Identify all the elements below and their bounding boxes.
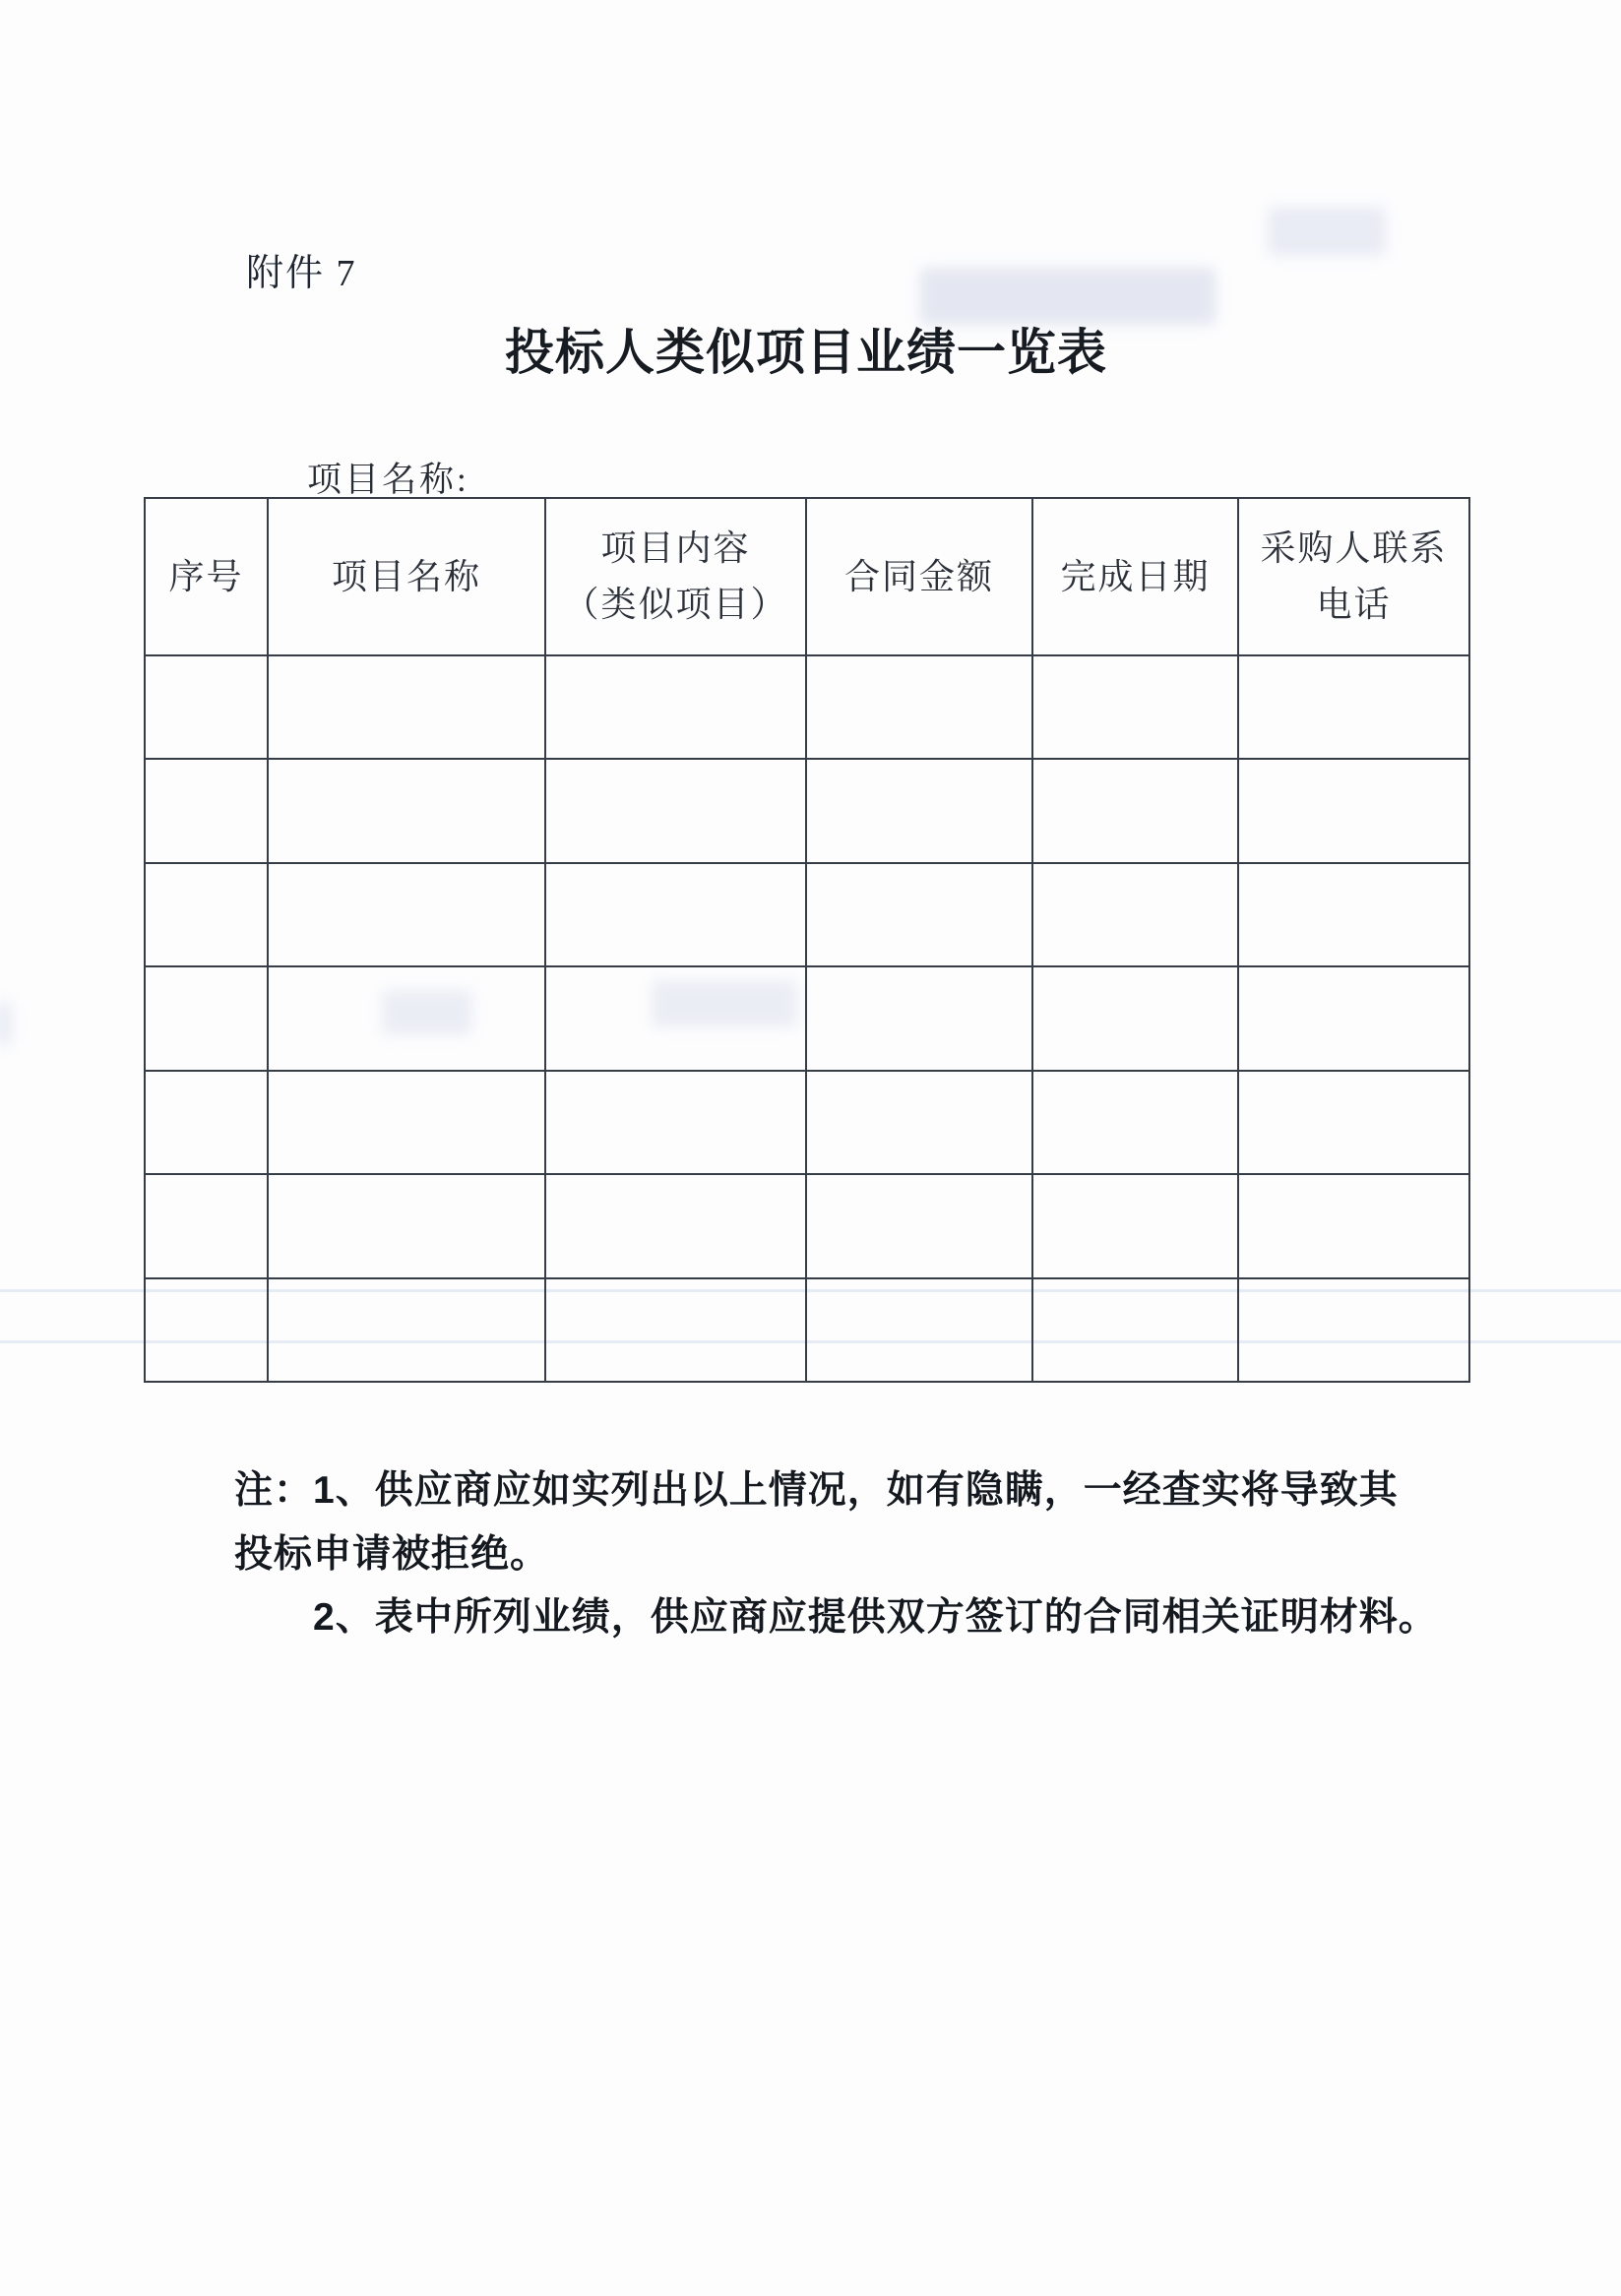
column-header-project-content: 项目内容 （类似项目）	[545, 498, 806, 655]
column-header-serial-number: 序号	[145, 498, 268, 655]
table-cell-empty	[1032, 863, 1238, 966]
table-cell-empty	[268, 1174, 545, 1277]
table-cell-empty	[545, 655, 806, 759]
table-cell-empty	[145, 1174, 268, 1277]
column-header-contract-amount: 合同金额	[806, 498, 1032, 655]
table-cell-empty	[1238, 863, 1469, 966]
bleedthrough-artifact	[1268, 207, 1386, 256]
table-cell-empty	[806, 1071, 1032, 1174]
table-cell-empty	[145, 1278, 268, 1382]
table-row	[145, 1174, 1469, 1277]
table-cell-empty	[1238, 1174, 1469, 1277]
project-name-field-label: 项目名称:	[307, 461, 469, 499]
note-line-2: 投标申请被拒绝。	[234, 1533, 550, 1576]
table-row	[145, 966, 1469, 1070]
table-cell-empty	[1238, 1278, 1469, 1382]
table-cell-empty	[1238, 966, 1469, 1070]
table-cell-empty	[145, 759, 268, 862]
column-header-completion-date: 完成日期	[1032, 498, 1238, 655]
table-cell-empty	[268, 863, 545, 966]
table-cell-empty	[145, 655, 268, 759]
bleedthrough-artifact	[0, 1002, 12, 1045]
results-table-body	[145, 655, 1469, 1382]
table-cell-empty	[545, 1174, 806, 1277]
table-cell-empty	[1032, 655, 1238, 759]
table-cell-empty	[545, 863, 806, 966]
table-row	[145, 1071, 1469, 1174]
document-title: 投标人类似项目业绩一览表	[505, 325, 1107, 380]
column-header-project-name: 项目名称	[268, 498, 545, 655]
table-cell-empty	[1238, 655, 1469, 759]
note-line-1: 注：1、供应商应如实列出以上情况，如有隐瞒，一经查实将导致其	[234, 1469, 1399, 1512]
table-cell-empty	[268, 655, 545, 759]
table-cell-empty	[806, 655, 1032, 759]
table-cell-empty	[145, 1071, 268, 1174]
table-cell-empty	[1238, 759, 1469, 862]
table-cell-empty	[268, 1071, 545, 1174]
table-cell-empty	[806, 759, 1032, 862]
table-cell-empty	[1238, 1071, 1469, 1174]
table-cell-empty	[1032, 1174, 1238, 1277]
table-cell-empty	[145, 966, 268, 1070]
note-line-3: 2、表中所列业绩，供应商应提供双方签订的合同相关证明材料。	[313, 1596, 1438, 1639]
table-cell-empty	[806, 1278, 1032, 1382]
table-cell-empty	[1032, 1071, 1238, 1174]
table-cell-empty	[268, 759, 545, 862]
table-cell-empty	[545, 1278, 806, 1382]
table-cell-empty	[268, 1278, 545, 1382]
table-header-row	[145, 498, 1469, 655]
table-row	[145, 863, 1469, 966]
table-cell-empty	[145, 863, 268, 966]
table-row	[145, 759, 1469, 862]
table-cell-empty	[1032, 966, 1238, 1070]
table-cell-empty	[806, 966, 1032, 1070]
similar-projects-table	[144, 497, 1470, 1383]
table-cell-empty	[806, 863, 1032, 966]
attachment-number-label: 附件 7	[246, 253, 357, 294]
table-cell-empty	[1032, 759, 1238, 862]
table-cell-empty	[545, 966, 806, 1070]
table-cell-empty	[268, 966, 545, 1070]
table-row	[145, 1278, 1469, 1382]
table-cell-empty	[806, 1174, 1032, 1277]
table-cell-empty	[545, 1071, 806, 1174]
column-header-purchaser-contact-phone: 采购人联系 电话	[1238, 498, 1469, 655]
table-cell-empty	[545, 759, 806, 862]
table-row	[145, 655, 1469, 759]
table-cell-empty	[1032, 1278, 1238, 1382]
